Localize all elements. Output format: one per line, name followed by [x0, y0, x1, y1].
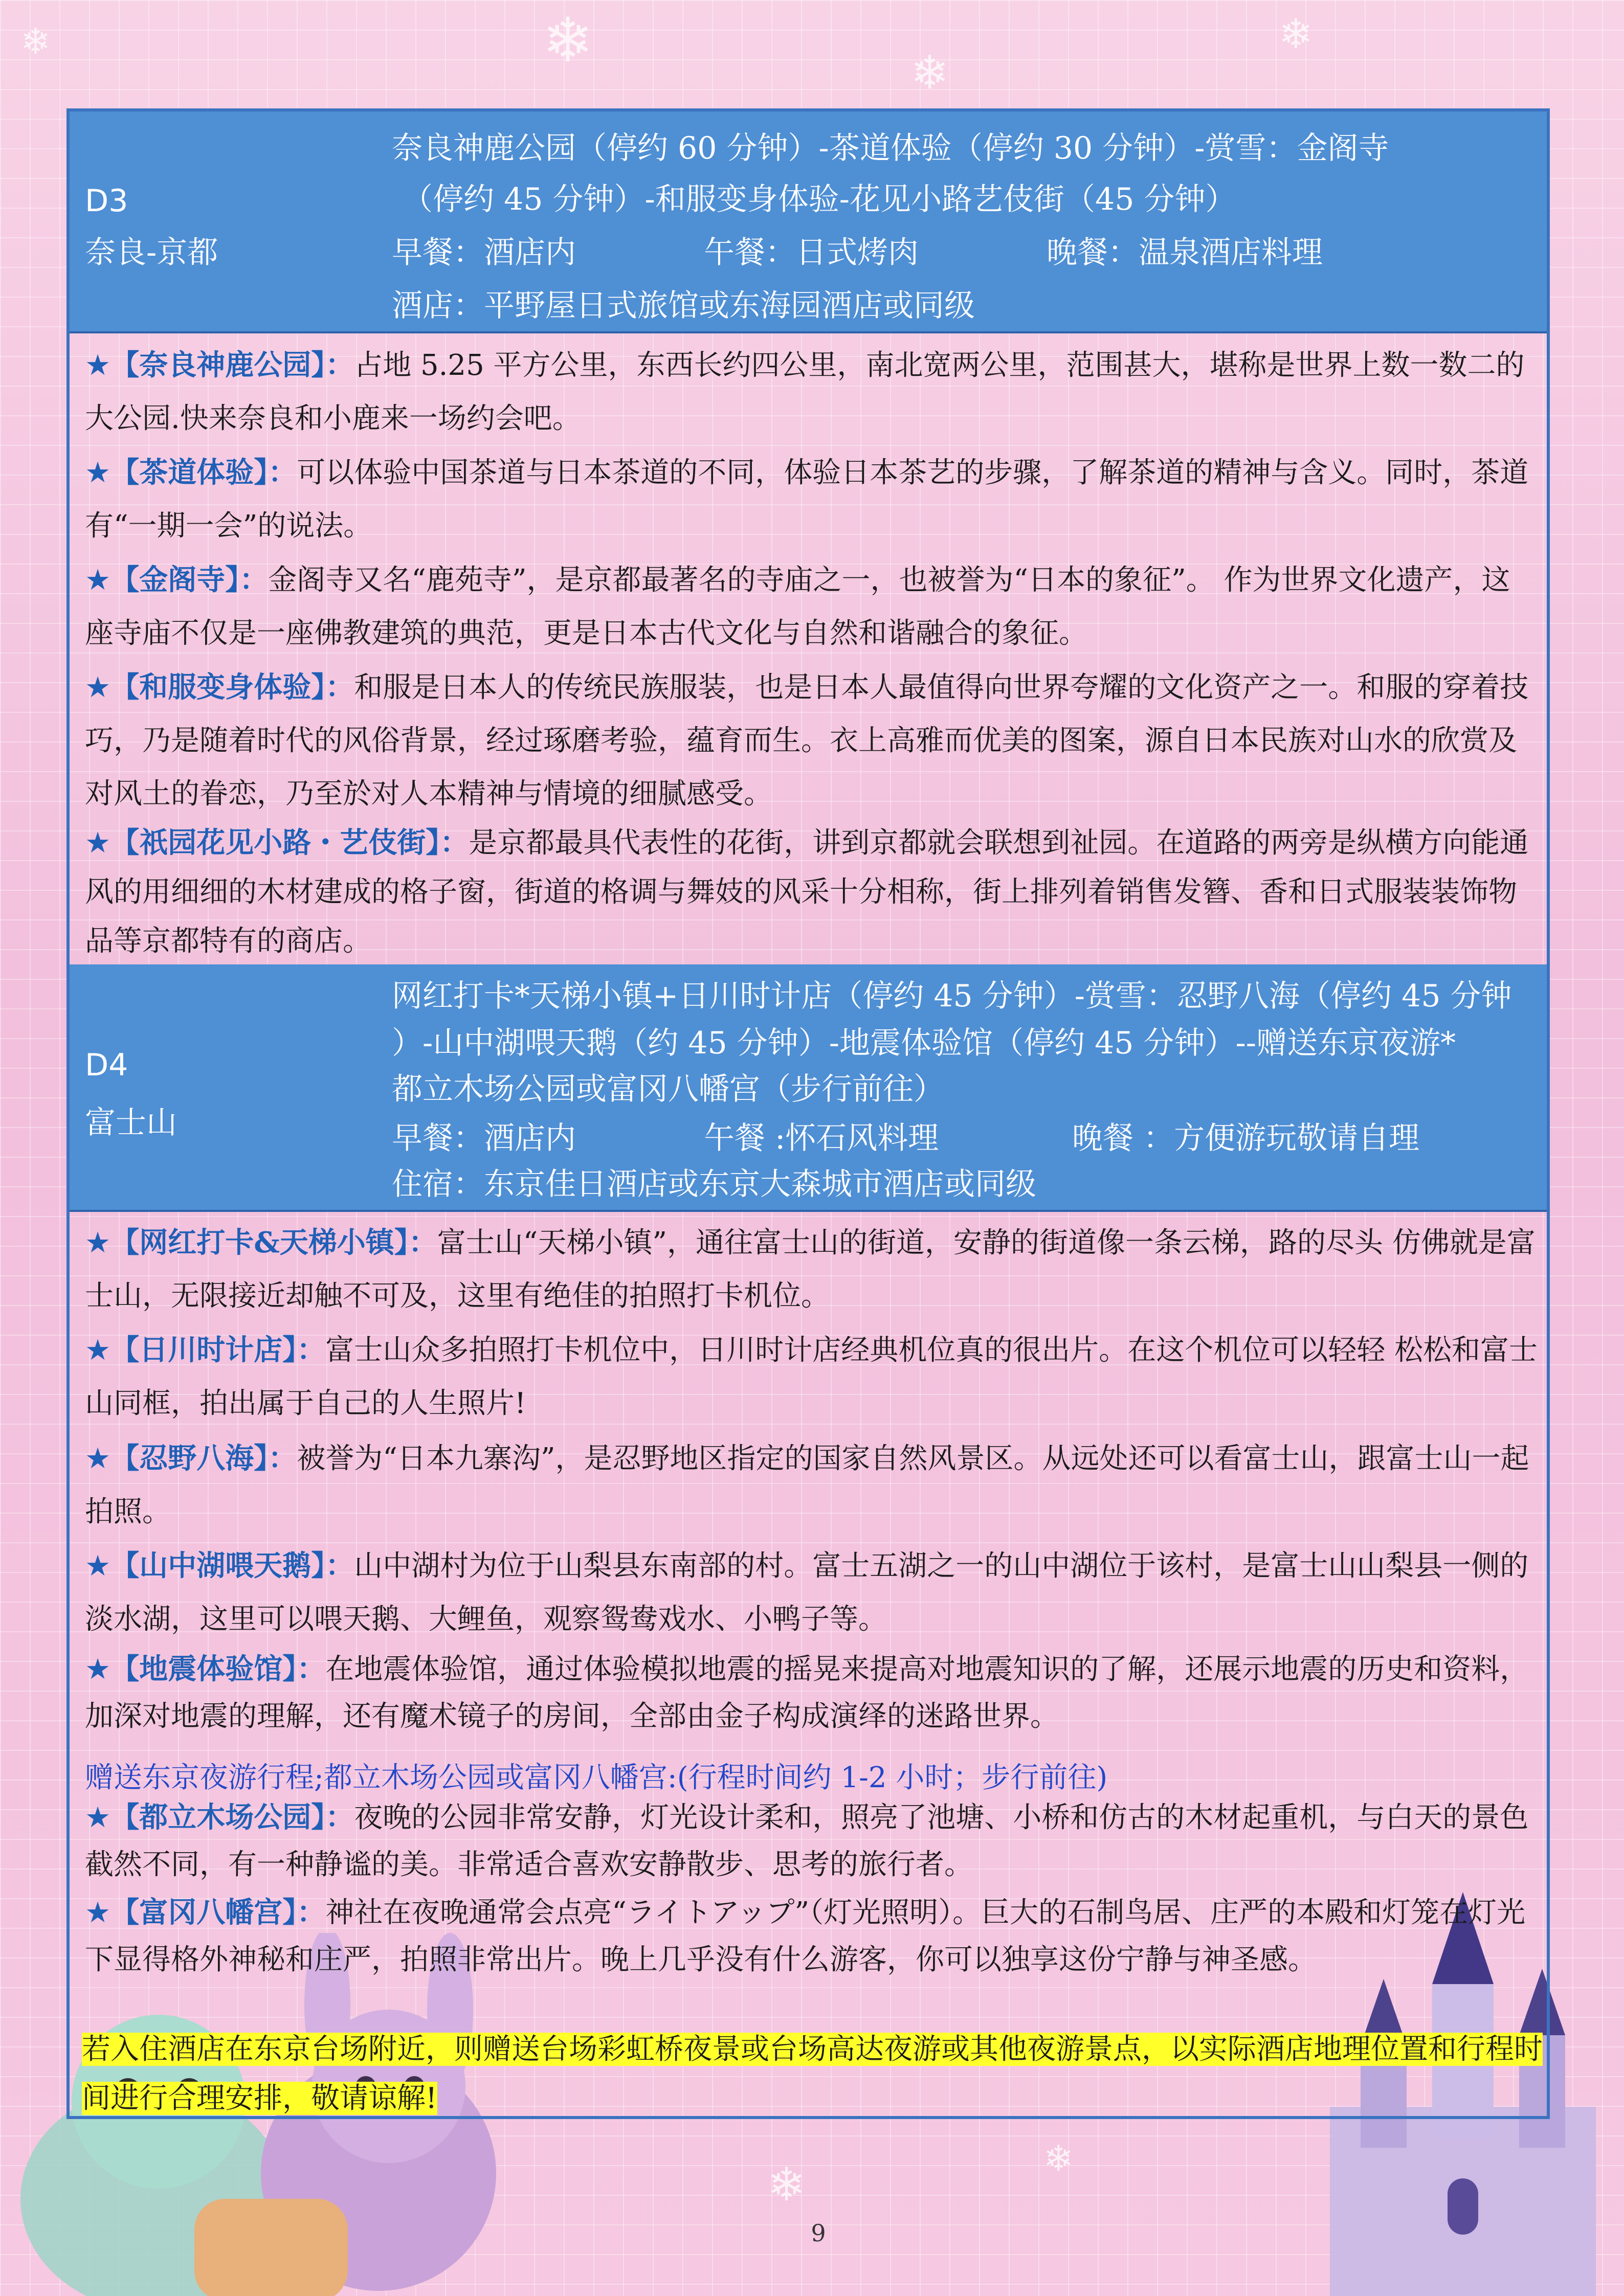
spot-kiba-park [85, 1794, 1538, 1888]
dinner-info: 晚餐 ：方便游玩敬请自理 [1072, 1120, 1420, 1156]
itinerary-line: 网红打卡*天梯小镇+日川时计店（停约 45 分钟）-赏雪：忍野八海（停约 45 分钟 [392, 978, 1512, 1014]
star-icon: ★ [85, 1801, 111, 1834]
spot-tomioka-hachimangu [85, 1889, 1538, 1984]
star-icon: ★ [85, 1334, 111, 1367]
spot-title: 【和服变身体验】： [110, 670, 354, 704]
spot-text: 占地 5.25 平方公里，东西长约四公里，南北宽两公里，范围甚大，堪称是世界上数一数二的大公园.快来奈良和小鹿来一场约会吧。 [85, 349, 1525, 435]
page-number: 9 [811, 2219, 826, 2247]
spot-tea-ceremony [85, 446, 1538, 553]
spot-title: 【忍野八海】： [110, 1442, 297, 1475]
day-route: 奈良-京都 [85, 235, 218, 271]
spot-title: 【金阁寺】： [110, 563, 269, 597]
spot-text: 被誉为“日本九寨沟”，是忍野地区指定的国家自然风景区。从远处还可以看富士山，跟富士山一起拍照。 [85, 1442, 1529, 1528]
itinerary-line: ）-山中湖喂天鹅（约 45 分钟）-地震体验馆（停约 45 分钟）--赠送东京夜游* [392, 1025, 1456, 1061]
star-icon: ★ [85, 1442, 111, 1475]
star-icon: ★ [85, 826, 111, 860]
day-header-d4 [70, 964, 1547, 1212]
dinner-info: 晚餐：温泉酒店料理 [1047, 235, 1323, 271]
spot-title: 【奈良神鹿公园】： [110, 348, 354, 382]
spot-title: 【日川时计店】： [110, 1333, 326, 1367]
spot-nara-deer-park [85, 339, 1538, 445]
lunch-info: 午餐 :怀石风料理 [704, 1120, 939, 1156]
spot-title: 【茶道体验】： [110, 456, 297, 489]
star-icon: ★ [85, 1653, 111, 1686]
star-icon: ★ [85, 456, 111, 489]
spot-hikawa-clock-shop [85, 1323, 1538, 1430]
highlight-text: 若入住酒店在东京台场附近，则赠送台场彩虹桥夜景或台场高达夜游或其他夜游景点，以实际酒店地理位置和行程时间进行合理安排，敬请谅解! [82, 2033, 1543, 2115]
itinerary-line: 奈良神鹿公园（停约 60 分钟）-茶道体验（停约 30 分钟）-赏雪：金阁寺 [392, 130, 1389, 166]
day-header-d3 [70, 111, 1547, 333]
spot-text: 是京都最具代表性的花街，讲到京都就会联想到祉园。在道路的两旁是纵横方向能通风的用细细的木材建成的格子窗，街道的格调与舞妓的风采十分相称，街上排列着销售发簪、香和日式服装装饰物品等京都特有的商店。 [85, 826, 1529, 958]
hotel-info: 住宿：东京佳日酒店或东京大森城市酒店或同级 [392, 1166, 1036, 1202]
spot-oshino-hakkai [85, 1432, 1538, 1539]
spot-text: 富士山“天梯小镇”，通往富士山的街道，安静的街道像一条云梯，路的尽头 仿佛就是富士山，无限接近却触不可及，这里有绝佳的拍照打卡机位。 [85, 1226, 1536, 1313]
itinerary-frame [66, 108, 1550, 2119]
spot-title: 【地震体验馆】： [110, 1652, 326, 1686]
day-code: D3 [85, 183, 128, 219]
hotel-info: 酒店：平野屋日式旅馆或东海园酒店或同级 [392, 288, 975, 324]
spot-text: 在地震体验馆，通过体验模拟地震的摇晃来提高对地震知识的了解，还展示地震的历史和资料，加深对地震的理解，还有魔术镜子的房间，全部由金子构成演绎的迷路世界。 [85, 1653, 1529, 1733]
spot-title: 【富冈八幡宫】： [110, 1896, 326, 1929]
spot-title: 【山中湖喂天鹅】： [110, 1549, 354, 1583]
spot-text: 富士山众多拍照打卡机位中，日川时计店经典机位真的很出片。在这个机位可以轻轻 松松和富士山同框，拍出属于自己的人生照片! [85, 1334, 1538, 1420]
spot-text: 神社在夜晚通常会点亮“ライトアップ”（灯光照明）。巨大的石制鸟居、庄严的本殿和灯笼在灯光下显得格外神秘和庄严，拍照非常出片。晚上几乎没有什么游客，你可以独享这份宁静与神圣感。 [85, 1896, 1526, 1976]
snowflake-icon: ❄ [1043, 2137, 1074, 2179]
star-icon: ★ [85, 564, 111, 597]
star-icon: ★ [85, 1896, 111, 1929]
spot-text: 可以体验中国茶道与日本茶道的不同，体验日本茶艺的步骤，了解茶道的精神与含义。同时，茶道有“一期一会”的说法。 [85, 456, 1529, 543]
breakfast-info: 早餐：酒店内 [392, 235, 576, 271]
star-icon: ★ [85, 1549, 111, 1583]
spot-gion-hanamikoji [85, 818, 1538, 966]
spot-lake-yamanaka [85, 1539, 1538, 1646]
snowflake-icon: ❄ [542, 5, 594, 76]
star-icon: ★ [85, 671, 111, 704]
spot-title: 【祇园花见小路・艺伎街】： [110, 826, 469, 860]
itinerary-line: （停约 45 分钟）-和服变身体验-花见小路艺伎街（45 分钟） [402, 182, 1236, 217]
spot-text: 金阁寺又名“鹿苑寺”，是京都最著名的寺庙之一，也被誉为“日本的象征”。 作为世界文化遗产，这座寺庙不仅是一座佛教建筑的典范，更是日本古代文化与自然和谐融合的象征。 [85, 564, 1510, 650]
star-icon: ★ [85, 349, 111, 382]
spot-title: 【网红打卡&天梯小镇】： [110, 1226, 437, 1259]
spot-text: 山中湖村为位于山梨县东南部的村。富士五湖之一的山中湖位于该村，是富士山山梨县一侧的淡水湖，这里可以喂天鹅、大鲤鱼，观察鸳鸯戏水、小鸭子等。 [85, 1549, 1529, 1636]
lunch-info: 午餐：日式烤肉 [704, 235, 919, 271]
odaiba-highlight-note [82, 2025, 1543, 2123]
snowflake-icon: ❄ [767, 2158, 806, 2212]
spot-kinkakuji [85, 553, 1538, 660]
day-route: 富士山 [85, 1105, 177, 1141]
snowflake-icon: ❄ [910, 46, 949, 100]
day-code: D4 [85, 1047, 128, 1083]
spot-text: 夜晚的公园非常安静，灯光设计柔和，照亮了池塘、小桥和仿古的木材起重机，与白天的景色截然不同，有一种静谧的美。非常适合喜欢安静散步、思考的旅行者。 [85, 1801, 1529, 1881]
spot-text: 和服是日本人的传统民族服装，也是日本人最值得向世界夸耀的文化资产之一。和服的穿着技巧，乃是随着时代的风俗背景，经过琢磨考验，蕴育而生。衣上高雅而优美的图案，源自日本民族对山水的欣赏及对风土的眷恋，乃至於对人本精神与情境的细腻感受。 [85, 671, 1529, 811]
star-icon: ★ [85, 1226, 111, 1259]
spot-kimono-experience [85, 661, 1538, 821]
night-tour-note: 赠送东京夜游行程;都立木场公园或富冈八幡宫:(行程时间约 1-2 小时；步行前往) [85, 1761, 1108, 1794]
spot-title: 【都立木场公园】： [110, 1800, 354, 1834]
breakfast-info: 早餐：酒店内 [392, 1120, 576, 1156]
snowflake-icon: ❄ [20, 20, 51, 62]
snowflake-icon: ❄ [1279, 10, 1314, 58]
spot-tianti-town [85, 1216, 1538, 1323]
spot-earthquake-museum [85, 1646, 1538, 1740]
itinerary-line: 都立木场公园或富冈八幡宫（步行前往） [392, 1071, 944, 1107]
